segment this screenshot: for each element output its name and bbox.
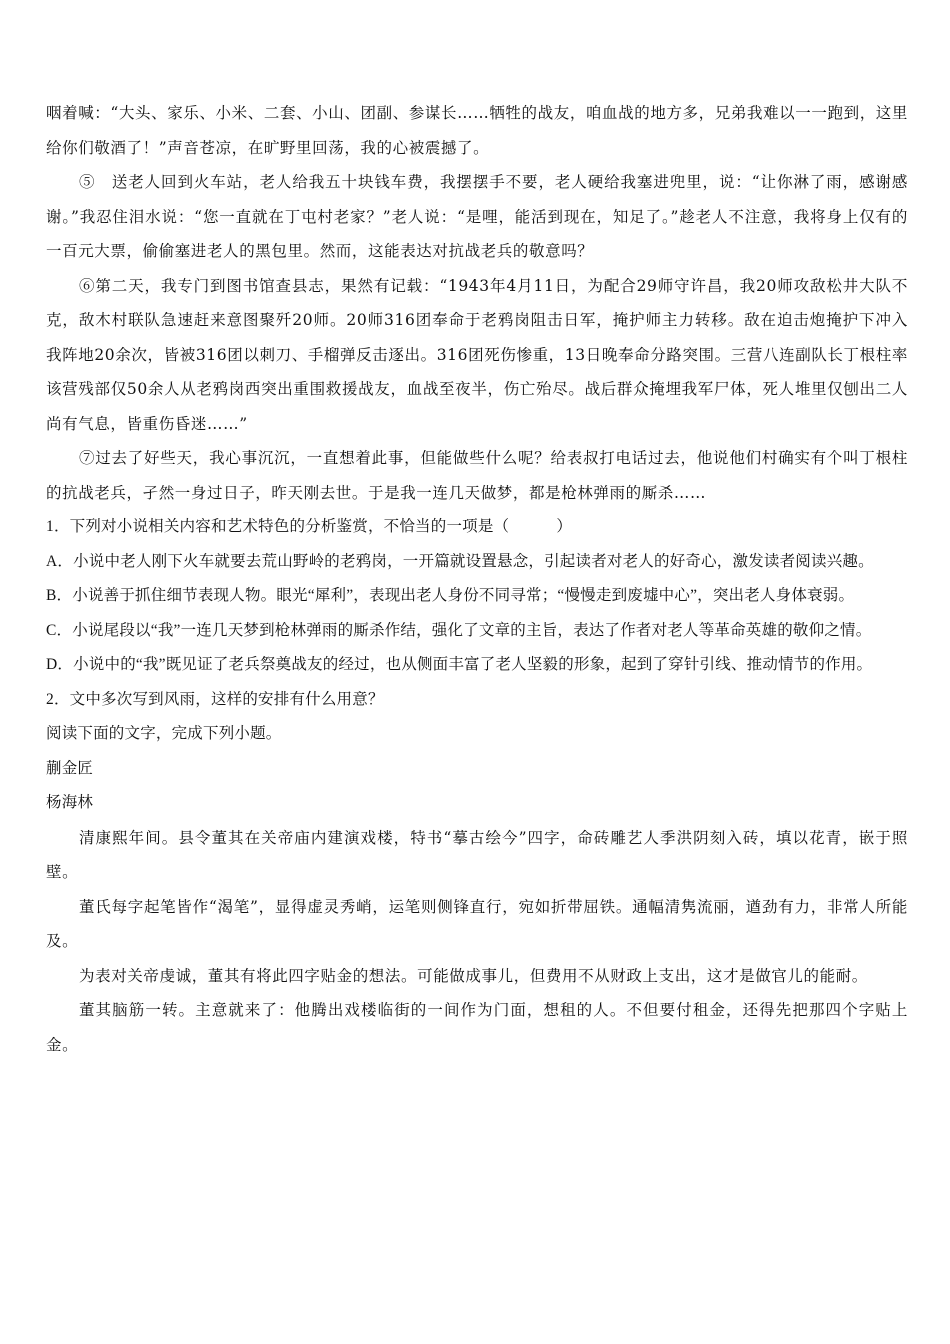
story2-title: 蒯金匠 xyxy=(46,759,94,777)
question-1-option-c: C．小说尾段以“我”一连几天梦到枪林弹雨的厮杀作结，强化了文章的主旨，表达了作者对老人等革命英雄的敬仰之情。 xyxy=(46,621,872,639)
document-body xyxy=(46,96,908,1062)
story2-paragraph-4: 董其脑筋一转。主意就来了：他腾出戏楼临街的一间作为门面，想租的人。不但要付租金，还得先把那四个字贴上金。 xyxy=(46,1001,908,1054)
question-1-option-b: B．小说善于抓住细节表现人物。眼光“犀利”，表现出老人身份不同寻常；“慢慢走到废墟中心”，突出老人身体衰弱。 xyxy=(46,587,855,604)
question-1-stem: 1．下列对小说相关内容和艺术特色的分析鉴赏，不恰当的一项是（ ） xyxy=(46,518,573,535)
reading-instruction: 阅读下面的文字，完成下列小题。 xyxy=(46,725,282,742)
story2-paragraph-2: 董氏每字起笔皆作“渴笔”，显得虚灵秀峭，运笔则侧锋直行，宛如折带屈铁。通幅清隽流丽，遒劲有力，非常人所能及。 xyxy=(46,897,908,950)
question-1-option-d: D．小说中的“我”既见证了老兵祭奠战友的经过，也从侧面丰富了老人坚毅的形象，起到了穿针引线、推动情节的作用。 xyxy=(46,656,873,673)
story1-paragraph-6: ⑥第二天，我专门到图书馆查县志，果然有记载：“1943年4月11日，为配合29师守许昌，我20师攻敌松井大队不克，敌木村联队急速赶来意图聚歼20师。20师316团奉命于老鸦岗阻击日军，掩护师主力转移。敌在迫击炮掩护下冲入我阵地20余次，皆被316团以刺刀、手榴弹反击逐出。316团死伤惨重，13日晚奉命分路突围。三营八连副队长丁根柱率该营残部仅50余人从老鸦岗西突出重围救援战友，血战至夜半，伤亡殆尽。战后群众掩埋我军尸体，死人堆里仅刨出二人尚有气息，皆重伤昏迷……” xyxy=(46,276,908,433)
story1-paragraph-7: ⑦过去了好些天，我心事沉沉，一直想着此事，但能做些什么呢？给表叔打电话过去，他说他们村确实有个叫丁根柱的抗战老兵，孑然一身过日子，昨天刚去世。于是我一连几天做梦，都是枪林弹雨的厮杀…… xyxy=(46,449,908,502)
story2-paragraph-1: 清康熙年间。县令董其在关帝庙内建演戏楼，特书“摹古绘今”四字，命砖雕艺人季洪阴刻入砖，填以花青，嵌于照壁。 xyxy=(46,828,908,881)
story1-paragraph-continued: 咽着喊：“大头、家乐、小米、二套、小山、团副、参谋长……牺牲的战友，咱血战的地方多，兄弟我难以一一跑到，这里给你们敬酒了！”声音苍凉，在旷野里回荡，我的心被震撼了。 xyxy=(46,104,908,157)
story2-author: 杨海林 xyxy=(46,794,94,811)
story1-paragraph-5: ⑤ 送老人回到火车站，老人给我五十块钱车费，我摆摆手不要，老人硬给我塞进兜里，说：“让你淋了雨，感谢感谢。”我忍住泪水说：“您一直就在丁屯村老家？”老人说：“是哩，能活到现在，知足了。”趁老人不注意，我将身上仅有的一百元大票，偷偷塞进老人的黑包里。然而，这能表达对抗战老兵的敬意吗？ xyxy=(46,173,908,260)
question-1-option-a: A．小说中老人刚下火车就要去荒山野岭的老鸦岗，一开篇就设置悬念，引起读者对老人的好奇心，激发读者阅读兴趣。 xyxy=(46,552,874,570)
question-2-stem: 2．文中多次写到风雨，这样的安排有什么用意？ xyxy=(46,690,384,708)
story2-paragraph-3: 为表对关帝虔诚，董其有将此四字贴金的想法。可能做成事儿，但费用不从财政上支出，这才是做官儿的能耐。 xyxy=(79,966,868,985)
